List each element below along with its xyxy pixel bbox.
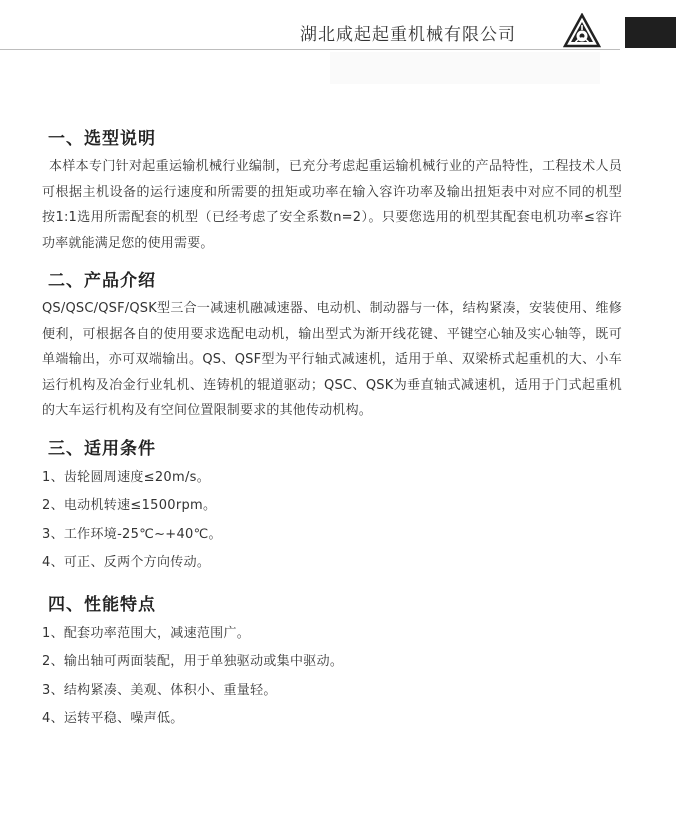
list-item [42,549,622,578]
list-item [42,620,622,649]
section-selection-guide [42,124,622,256]
list-item-text: 4、运转平稳、噪声低。 [42,711,184,726]
section-features [42,590,622,734]
header-dark-tab [625,17,676,48]
list-item-text: 3、工作环境-25℃~+40℃。 [42,526,222,542]
section-title: 二、产品介绍 [48,271,156,291]
list-item [42,705,622,734]
list-item-text: 1、配套功率范围大，减速范围广。 [42,625,251,641]
section-title: 四、性能特点 [48,594,156,615]
list-item [42,648,622,677]
header-divider [0,49,620,50]
section-product-intro [42,266,622,424]
header-shadow-band [330,52,600,84]
document-body [42,124,622,746]
company-name: 湖北咸起起重机械有限公司 [300,25,516,45]
list-item-text: 2、电动机转速≤1500rpm。 [42,498,217,513]
list-item-text: 3、结构紧凑、美观、体积小、重量轻。 [42,682,277,698]
section-title: 一、选型说明 [48,129,156,149]
section-paragraph: 本样本专门针对起重运输机械行业编制，已充分考虑起重运输机械行业的产品特性，工程技术人员可根据主机设备的运行速度和所需要的扭矩或功率在输入容许功率及输出扭矩表中对应不同的机型按1:1选用所需配套的机型（已经考虑了安全系数n=2）。只要您选用的机型其配套电机功率≤容许功率就能满足您的使用需要。 [42,159,622,251]
triangle-gear-logo-icon [563,13,601,49]
section-title: 三、适用条件 [48,438,156,459]
list-item-text: 1、齿轮圆周速度≤20m/s。 [42,469,211,485]
list-item-text: 2、输出轴可两面装配，用于单独驱动或集中驱动。 [42,654,344,669]
features-list [42,620,622,734]
list-item-text: 4、可正、反两个方向传动。 [42,555,211,570]
list-item [42,464,622,493]
page-header [0,0,676,50]
section-paragraph: QS/QSC/QSF/QSK型三合一减速机融减速器、电动机、制动器与一体，结构紧凑，安装使用、维修便利，可根据各自的使用要求选配电动机，输出型式为渐开线花键、平键空心轴及实心轴等，既可单端输出，亦可双端输出。QS、QSF型为平行轴式减速机，适用于单、双梁桥式起重机的大、小车运行机构及冶金行业轧机、连铸机的辊道驱动；QSC、QSK为垂直轴式减速机，适用于门式起重机的大车运行机构及有空间位置限制要求的其他传动机构。 [42,301,622,418]
list-item [42,521,622,550]
conditions-list [42,464,622,578]
section-conditions [42,434,622,578]
list-item [42,492,622,521]
list-item [42,677,622,706]
